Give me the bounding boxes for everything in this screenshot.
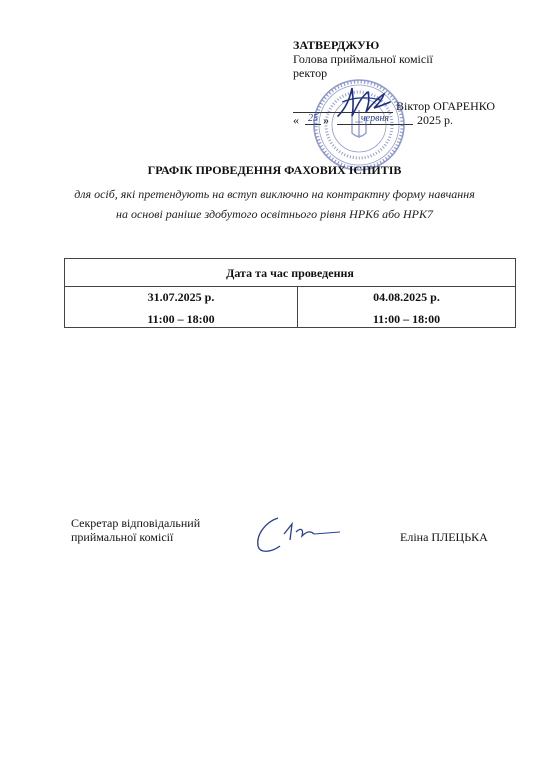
quote-open: « [293, 113, 299, 127]
secretary-position-line1: Секретар відповідальний [71, 516, 201, 530]
document-subtitle-line2: на основі раніше здобутого освітнього рівня НРК6 або НРК7 [116, 207, 433, 221]
table-column-1 [65, 286, 298, 327]
document-subtitle-line1: для осіб, які претендують на вступ виключно на контрактну форму навчання [74, 187, 475, 201]
exam-time-2: 11:00 – 18:00 [372, 312, 441, 326]
approval-block [293, 38, 523, 80]
exam-date-2: 04.08.2025 р. [373, 290, 440, 304]
rector-signature [332, 82, 392, 122]
quote-close: » [323, 113, 329, 127]
secretary-position [71, 516, 241, 544]
approval-month: червня [337, 113, 413, 125]
approval-position-line1: Голова приймальної комісії [293, 52, 433, 66]
exam-schedule-table [64, 258, 516, 328]
approval-heading: ЗАТВЕРДЖУЮ [293, 38, 380, 52]
exam-time-1: 11:00 – 18:00 [147, 312, 215, 326]
approval-day: 25 [305, 113, 321, 125]
approver-name: Віктор ОГАРЕНКО [396, 99, 496, 113]
table-header: Дата та час проведення [65, 259, 515, 287]
table-column-2 [298, 286, 515, 327]
approval-position-line2: ректор [293, 66, 328, 80]
document-title: ГРАФІК ПРОВЕДЕННЯ ФАХОВИХ ІСПИТІВ [147, 163, 402, 177]
exam-date-1: 31.07.2025 р. [147, 290, 215, 304]
secretary-signature [248, 512, 343, 557]
secretary-position-line2: приймальної комісії [71, 530, 174, 544]
secretary-name: Еліна ПЛЕЦЬКА [400, 530, 488, 544]
approval-year: 2025 р. [417, 113, 453, 127]
